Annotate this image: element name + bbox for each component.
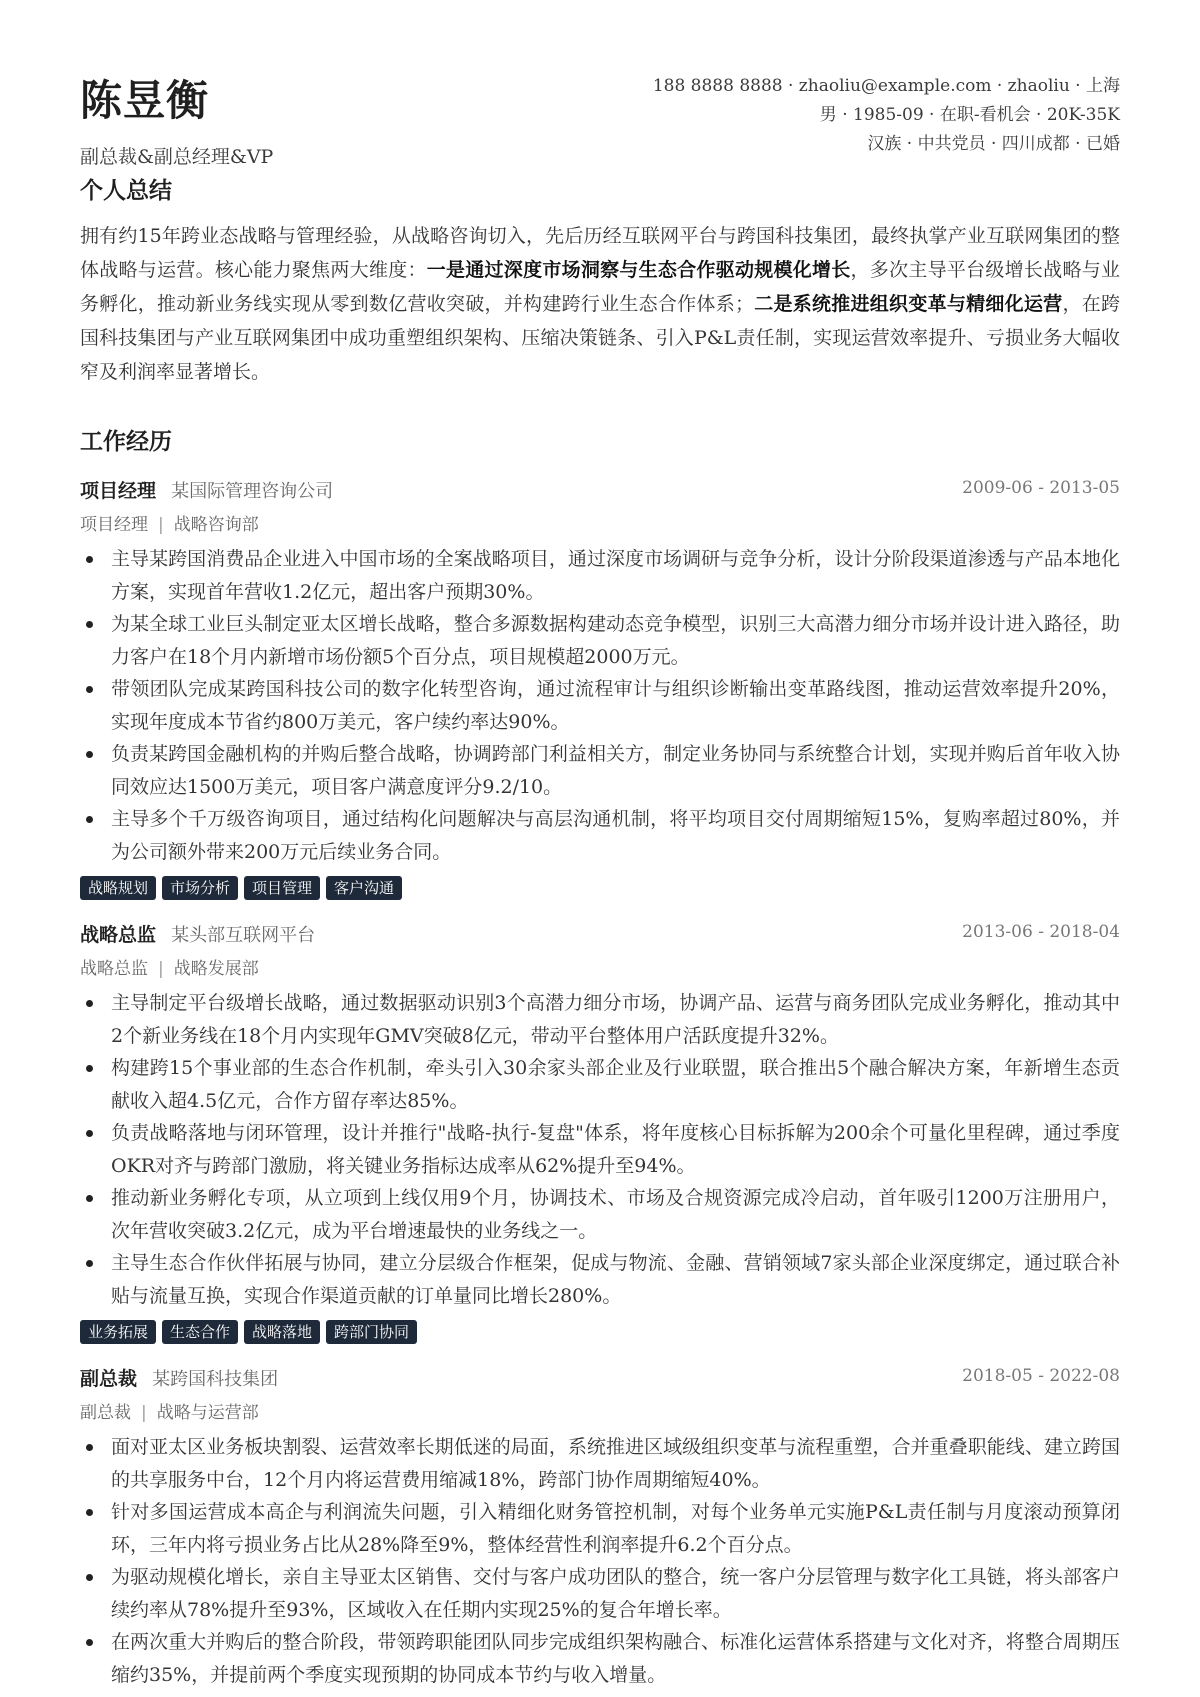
bullet-item: 主导生态合作伙伴拓展与协同，建立分层级合作框架，促成与物流、金融、营销领域7家头部企业深度绑定，通过联合补贴与流量互换，实现合作渠道贡献的订单量同比增长280%。 (80, 1247, 1120, 1312)
summary-text-part: 拥有约15年跨业态战略与管理经验，从战略咨询切入，先后历经互联网平台与跨国科技集团，最终执掌产业互联网集团的整体战略与运营。核心能力聚焦两大维度： (80, 225, 1120, 281)
job-header (80, 1364, 1120, 1394)
job-entry (80, 1364, 1120, 1691)
job-role: 副总裁 (80, 1403, 131, 1423)
bullet-item: 主导制定平台级增长战略，通过数据驱动识别3个高潜力细分市场，协调产品、运营与商务团队完成业务孵化，推动其中2个新业务线在18个月内实现年GMV突破8亿元，带动平台整体用户活跃度提升32%。 (80, 987, 1120, 1052)
bullet-item: 推动新业务孵化专项，从立项到上线仅用9个月，协调技术、市场及合规资源完成冷启动，首年吸引1200万注册用户，次年营收突破3.2亿元，成为平台增速最快的业务线之一。 (80, 1182, 1120, 1247)
candidate-name: 陈昱衡 (80, 76, 210, 125)
job-dept: 战略发展部 (173, 959, 259, 979)
skill-tag: 项目管理 (244, 876, 320, 900)
bullet-item: 主导某跨国消费品企业进入中国市场的全案战略项目，通过深度市场调研与竞争分析，设计分阶段渠道渗透与产品本地化方案，实现首年营收1.2亿元，超出客户预期30%。 (80, 543, 1120, 608)
bullet-item: 构建跨15个事业部的生态合作机制，牵头引入30余家头部企业及行业联盟，联合推出5个融合解决方案，年新增生态贡献收入超4.5亿元，合作方留存率达85%。 (80, 1052, 1120, 1117)
summary-highlight: 二是系统推进组织变革与精细化运营 (753, 293, 1063, 315)
job-title: 战略总监 (80, 924, 157, 946)
job-title: 项目经理 (80, 480, 157, 502)
bullet-item: 面对亚太区业务板块割裂、运营效率长期低迷的局面，系统推进区域级组织变革与流程重塑，合并重叠职能线、建立跨国的共享服务中台，12个月内将运营费用缩减18%，跨部门协作周期缩短40%。 (80, 1431, 1120, 1496)
job-header (80, 920, 1120, 950)
separator: | (141, 1403, 147, 1423)
contact-line: 汉族 · 中共党员 · 四川成都 · 已婚 (867, 134, 1120, 154)
summary-text-part: ，在跨国科技集团与产业互联网集团中成功重塑组织架构、压缩决策链条、引入P&L责任制，实现运营效率提升、亏损业务大幅收窄及利润率显著增长。 (80, 293, 1120, 383)
summary-highlight: 一是通过深度市场洞察与生态合作驱动规模化增长 (426, 259, 851, 281)
job-bullets (80, 1431, 1120, 1691)
job-entry (80, 920, 1120, 1344)
skill-tag: 生态合作 (162, 1320, 238, 1344)
job-company: 某跨国科技集团 (152, 1369, 279, 1390)
bullet-item: 主导多个千万级咨询项目，通过结构化问题解决与高层沟通机制，将平均项目交付周期缩短15%，复购率超过80%，并为公司额外带来200万元后续业务合同。 (80, 803, 1120, 868)
job-header (80, 476, 1120, 506)
bullet-item: 带领团队完成某跨国科技公司的数字化转型咨询，通过流程审计与组织诊断输出变革路线图，推动运营效率提升20%，实现年度成本节省约800万美元，客户续约率达90%。 (80, 673, 1120, 738)
contact-line: 188 8888 8888 · zhaoliu@example.com · zhaoliu · 上海 (652, 76, 1120, 96)
skill-tag: 战略落地 (244, 1320, 320, 1344)
bullet-item: 为驱动规模化增长，亲自主导亚太区销售、交付与客户成功团队的整合，统一客户分层管理与数字化工具链，将头部客户续约率从78%提升至93%，区域收入在任期内实现25%的复合年增长率。 (80, 1561, 1120, 1626)
job-subtitle (80, 510, 1120, 535)
job-role: 战略总监 (80, 959, 148, 979)
bullet-item: 在两次重大并购后的整合阶段，带领跨职能团队同步完成组织架构融合、标准化运营体系搭建与文化对齐，将整合周期压缩约35%，并提前两个季度实现预期的协同成本节约与收入增量。 (80, 1626, 1120, 1691)
contact-info (653, 72, 1120, 159)
job-date: 2013-06 - 2018-04 (962, 922, 1120, 942)
bullet-item: 针对多国运营成本高企与利润流失问题，引入精细化财务管控机制，对每个业务单元实施P&L责任制与月度滚动预算闭环，三年内将亏损业务占比从28%降至9%，整体经营性利润率提升6.2个百分点。 (80, 1496, 1120, 1561)
separator: | (158, 959, 164, 979)
skill-tag: 战略规划 (80, 876, 156, 900)
job-entry (80, 476, 1120, 900)
job-date: 2018-05 - 2022-08 (962, 1366, 1120, 1386)
bullet-item: 负责某跨国金融机构的并购后整合战略，协调跨部门利益相关方，制定业务协同与系统整合计划，实现并购后首年收入协同效应达1500万美元，项目客户满意度评分9.2/10。 (80, 738, 1120, 803)
job-company: 某国际管理咨询公司 (171, 481, 334, 502)
job-company: 某头部互联网平台 (171, 925, 316, 946)
bullet-item: 负责战略落地与闭环管理，设计并推行"战略-执行-复盘"体系，将年度核心目标拆解为200余个可量化里程碑，通过季度OKR对齐与跨部门激励，将关键业务指标达成率从62%提升至94%。 (80, 1117, 1120, 1182)
summary-text-part: ，多次主导平台级增长战略与业务孵化，推动新业务线实现从零到数亿营收突破，并构建跨行业生态合作体系； (80, 259, 1120, 315)
skill-tag: 跨部门协同 (326, 1320, 417, 1344)
skill-tag: 市场分析 (162, 876, 238, 900)
job-title: 副总裁 (80, 1368, 138, 1390)
job-date: 2009-06 - 2013-05 (962, 478, 1120, 498)
candidate-title: 副总裁&副总经理&VP (80, 146, 274, 168)
bullet-item: 为某全球工业巨头制定亚太区增长战略，整合多源数据构建动态竞争模型，识别三大高潜力细分市场并设计进入路径，助力客户在18个月内新增市场份额5个百分点，项目规模超2000万元。 (80, 608, 1120, 673)
job-subtitle (80, 954, 1120, 979)
summary-text (80, 219, 1120, 389)
job-bullets (80, 987, 1120, 1312)
skill-tag: 客户沟通 (326, 876, 402, 900)
contact-line: 男 · 1985-09 · 在职-看机会 · 20K-35K (819, 105, 1120, 125)
resume-header (80, 70, 1120, 170)
skill-tags (80, 1320, 1120, 1344)
job-dept: 战略咨询部 (173, 515, 259, 535)
job-subtitle (80, 1398, 1120, 1423)
job-dept: 战略与运营部 (156, 1403, 259, 1423)
skill-tags (80, 876, 1120, 900)
job-role: 项目经理 (80, 515, 148, 535)
summary-heading: 个人总结 (80, 177, 172, 204)
job-bullets (80, 543, 1120, 868)
work-heading: 工作经历 (80, 428, 172, 455)
separator: | (158, 515, 164, 535)
skill-tag: 业务拓展 (80, 1320, 156, 1344)
